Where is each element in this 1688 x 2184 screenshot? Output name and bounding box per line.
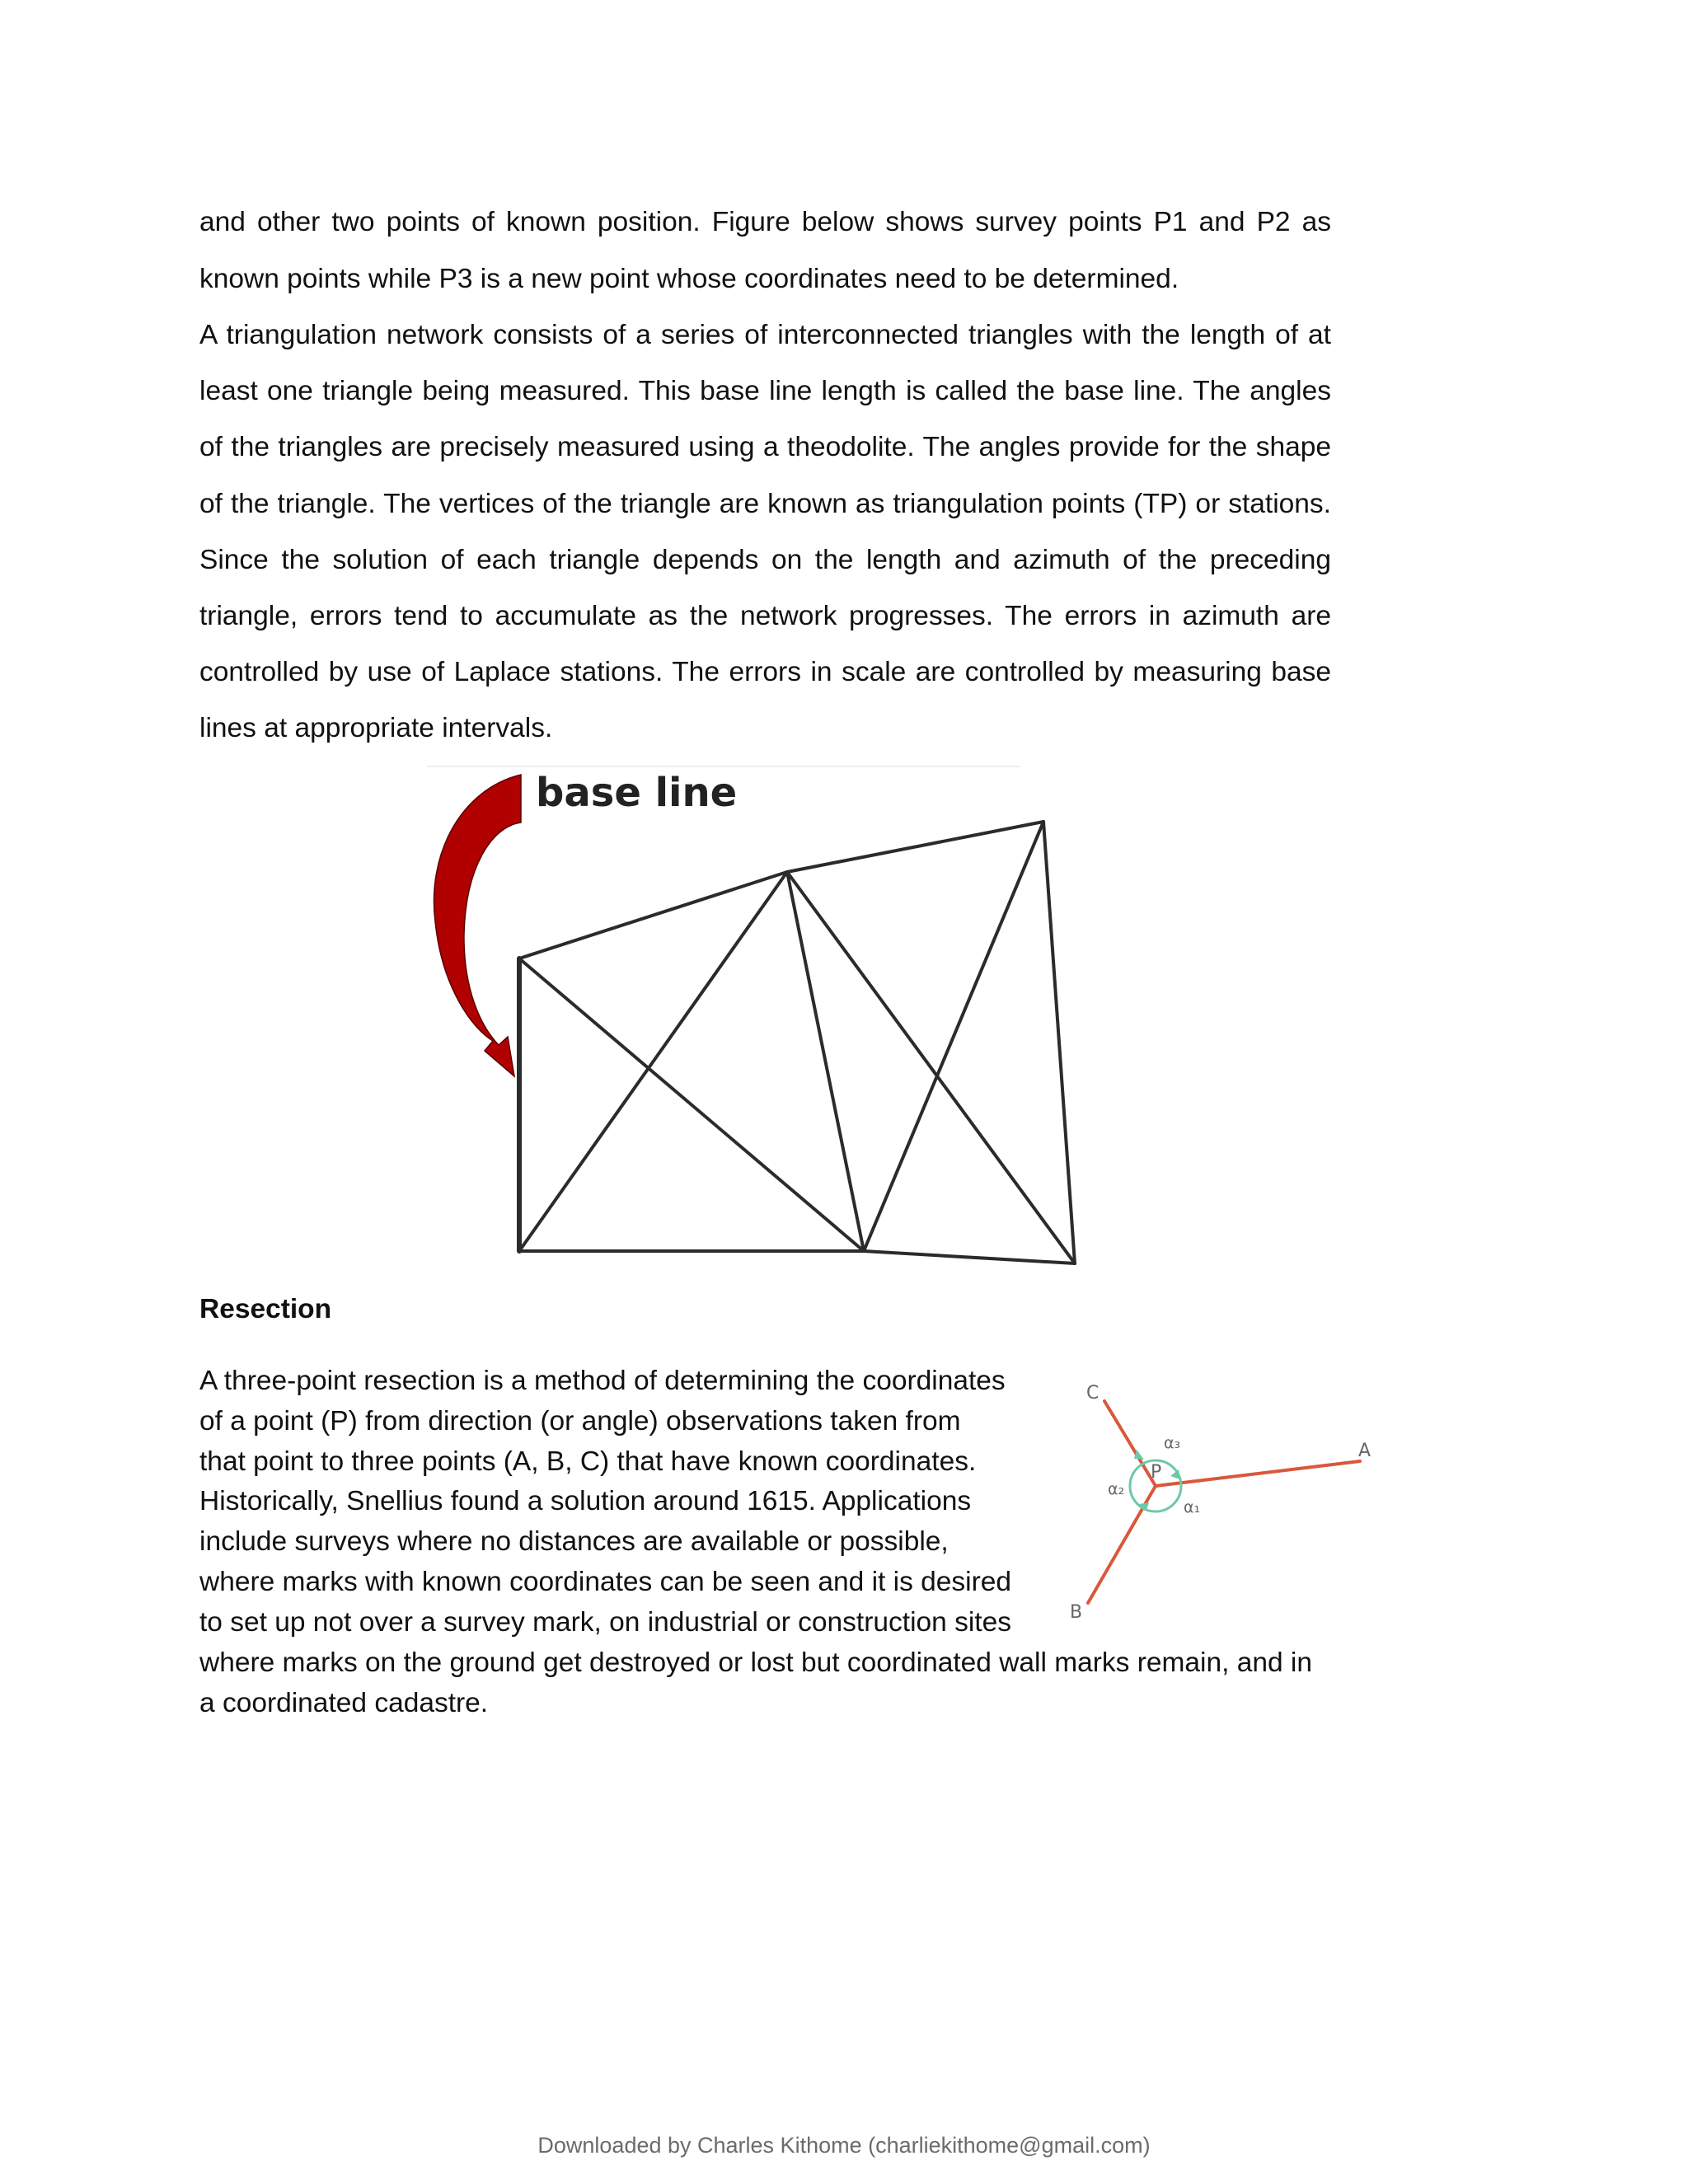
alpha2-label: α₂ bbox=[1108, 1480, 1125, 1498]
resection-line: Historically, Snellius found a solution around 1615. Applications bbox=[199, 1486, 972, 1517]
resection-diagram bbox=[1063, 1380, 1385, 1628]
resection-line: where marks with known coordinates can be seen and it is desired bbox=[199, 1566, 1012, 1597]
point-b-label: B bbox=[1070, 1602, 1083, 1623]
paragraph-intro: and other two points of known position. Figure below shows survey points P1 and P2 as known points while P3 is a new point whose coordinates need to be determined. bbox=[199, 207, 1331, 294]
point-p-label: P bbox=[1151, 1462, 1162, 1483]
paragraph-triangulation: A triangulation network consists of a series of interconnected triangles with the length of at least one triangle being measured. This base line length is called the base line. The angles of the triangles are precisely measured using a theodolite. The angles provide for the shape of the triangle. The vertices of the triangle are known as triangulation points (TP) or stations. Since the solution of each triangle depends on the length and azimuth of the preceding triangle, errors tend to accumulate as the network progresses. The errors in azimuth are controlled by use of Laplace stations. The errors in scale are controlled by measuring base lines at appropriate intervals. bbox=[199, 320, 1331, 744]
ray-to-c bbox=[1104, 1401, 1156, 1486]
resection-line: a coordinated cadastre. bbox=[199, 1687, 489, 1718]
ray-to-a bbox=[1156, 1461, 1360, 1486]
resection-line: of a point (P) from direction (or angle) observations taken from bbox=[199, 1405, 961, 1436]
point-c-label: C bbox=[1086, 1383, 1100, 1404]
alpha3-label: α₃ bbox=[1164, 1434, 1181, 1452]
download-footer: Downloaded by Charles Kithome (charliekithome@gmail.com) bbox=[537, 2133, 1151, 2158]
resection-text-narrow bbox=[199, 1361, 1032, 1643]
resection-line: A three-point resection is a method of determining the coordinates bbox=[199, 1366, 1006, 1396]
base-line-label: base line bbox=[536, 770, 738, 816]
point-a-label: A bbox=[1358, 1441, 1372, 1461]
resection-text-wide bbox=[199, 1643, 1331, 1724]
resection-line: include surveys where no distances are available or possible, bbox=[199, 1526, 949, 1558]
alpha1-label: α₁ bbox=[1184, 1498, 1201, 1516]
resection-line: to set up not over a survey mark, on industrial or construction sites bbox=[199, 1606, 1011, 1638]
resection-heading: Resection bbox=[199, 1294, 332, 1324]
resection-line: that point to three points (A, B, C) that have known coordinates. bbox=[199, 1446, 977, 1477]
triangulation-network-figure bbox=[427, 765, 1078, 1286]
resection-line: where marks on the ground get destroyed or lost but coordinated wall marks remain, and in bbox=[199, 1647, 1313, 1678]
